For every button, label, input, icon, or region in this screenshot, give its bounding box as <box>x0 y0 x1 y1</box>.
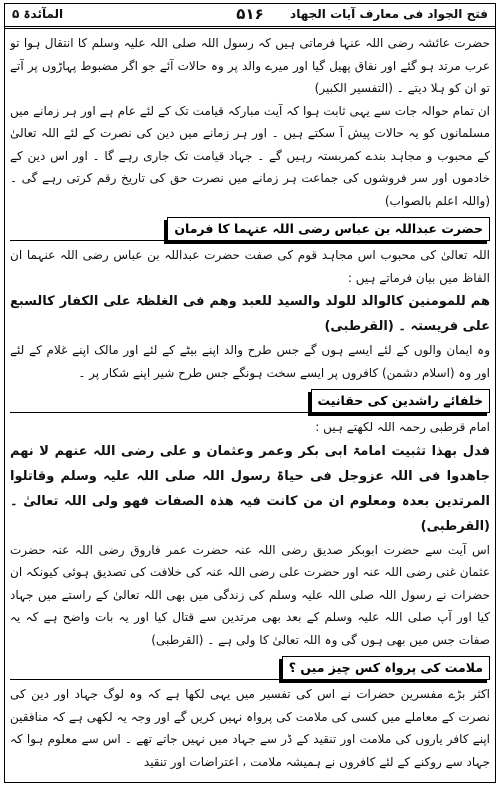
heading-text: ملامت کی پرواہ کس چیز میں ؟ <box>282 656 490 680</box>
arabic-quote-text: فدل بھذا تثبیت امامۃ ابی بکر وعمر وعثمان و علی رضی اللہ عنھم لا نھم جاھدوا فی اللہ عزوجل فی حیاۃ رسول اللہ صلی اللہ علیہ وسلم وقاتلوا المرتدین بعدہ ومعلوم ان من کانت فیہ ھذہ الصفات فھو ولی اللہ تعالیٰ ۔ <box>10 443 490 509</box>
section-heading-ibn-abbas <box>10 215 490 241</box>
paragraph-1: حضرت عائشہ رضی اللہ عنہا فرماتی ہیں کہ رسول اللہ صلی اللہ علیہ وسلم کا انتقال ہوا تو عرب مرتد ہو گئے اور نفاق پھیل گیا اور میرے والد پر وہ حالات آئے جو اگر مضبوط پہاڑوں پر آتے تو ان کو ہلا دیتے ۔ (التفسیر الکبیر) <box>10 36 490 95</box>
paragraph-6: اس آیت سے حضرت ابوبکر صدیق رضی اللہ عنہ حضرت عمر فاروق رضی اللہ عنہ حضرت عثمان غنی رضی اللہ عنہ اور حضرت علی رضی اللہ عنہ کی خلافت کی تصدیق ہوئی کیونکہ ان حضرات نے رسول اللہ صلی اللہ علیہ وسلم کی زندگی میں بھی اللہ تعالیٰ کے راستے میں جہاد کیا اور آپ صلی اللہ علیہ وسلم کے بعد بھی مرتدین سے قتال کیا اور یہ بات واضح ہے کہ یہ صفات جس میں بھی ہوں گی وہ اللہ تعالیٰ کا ولی ہے ۔ (القرطبی) <box>10 542 490 647</box>
page-number: ۵۱۶ <box>236 5 264 23</box>
arabic-quote-1 <box>10 289 490 339</box>
heading-rule <box>10 679 282 680</box>
paragraph-2: ان تمام حوالہ جات سے یہی ثابت ہوا کہ آیت مبارکہ قیامت تک کے لئے عام ہے اور ہر زمانے میں مسلمانوں کو یہ حالات پیش آ سکتے ہیں ۔ اور ہر زمانے میں دین کی نصرت کے لئے اللہ تعالیٰ کے محبوب و مجاہد بندے کمربستہ رہیں گے ۔ جہاد قیامت تک جاری رہے گا ۔ اور اس دین کے خادموں اور سر فروشوں کی جماعت ہر زمانے میں نصرت حق کی تاریخ رقم کرتی رہے گی ۔ (واللہ اعلم بالصواب) <box>10 103 490 208</box>
paragraph-3: اللہ تعالیٰ کی محبوب اس مجاہد قوم کی صفت حضرت عبداللہ بن عباس رضی اللہ عنہما ان الفاظ میں بیان فرماتے ہیں : <box>10 248 490 285</box>
section-heading-khulafa <box>10 387 490 413</box>
page-header <box>4 3 496 29</box>
paragraph-7: اکثر بڑے مفسرین حضرات نے اس کی تفسیر میں یہی لکھا ہے کہ وہ لوگ جہاد اور دین کی نصرت کے معاملے میں کسی کی ملامت کی پرواہ نہیں کریں گے اور وجہ یہ لکھی ہے کہ منافقین اپنے کافر یاروں کی ملامت اور تنقید کے ڈر سے جہاد میں نہیں جاتے تھے ۔ اس سے معلوم ہوا کہ جہاد سے روکنے کے لئے کافروں نے ہمیشہ ملامت ، اعتراضات اور تنقید <box>10 687 490 769</box>
book-title: فتح الجواد فی معارف آیات الجهاد <box>290 7 488 21</box>
arabic-quote-2 <box>10 439 490 539</box>
arabic-quote-source: (القرطبی) <box>324 319 394 334</box>
paragraph-4: وہ ایمان والوں کے لئے ایسے ہوں گے جس طرح والد اپنے بیٹے کے لئے اور مالک اپنے غلام کے لئے اور وہ (اسلام دشمن) کافروں پر ایسے سخت ہونگے جس طرح شیر اپنے شکار پر ۔ <box>10 343 490 380</box>
page-content <box>10 32 490 780</box>
heading-text: خلفائے راشدین کی حقانیت <box>311 389 490 413</box>
arabic-quote-source: (القرطبی) <box>420 518 490 534</box>
heading-rule <box>10 240 167 241</box>
section-heading-malamat <box>10 654 490 680</box>
heading-text: حضرت عبداللہ بن عباس رضی اللہ عنہما کا فرمان <box>167 217 490 241</box>
paragraph-5: امام قرطبی رحمہ اللہ لکھتے ہیں : <box>315 420 490 434</box>
arabic-quote-text: ھم للمومنین کالوالد للولد والسید للعبد وھم فی الغلظۃ علی الکفار کالسبع علی فریستہ ۔ <box>10 294 490 334</box>
surah-label: المآئدۃ ۵ <box>12 7 64 21</box>
heading-rule <box>10 412 311 413</box>
